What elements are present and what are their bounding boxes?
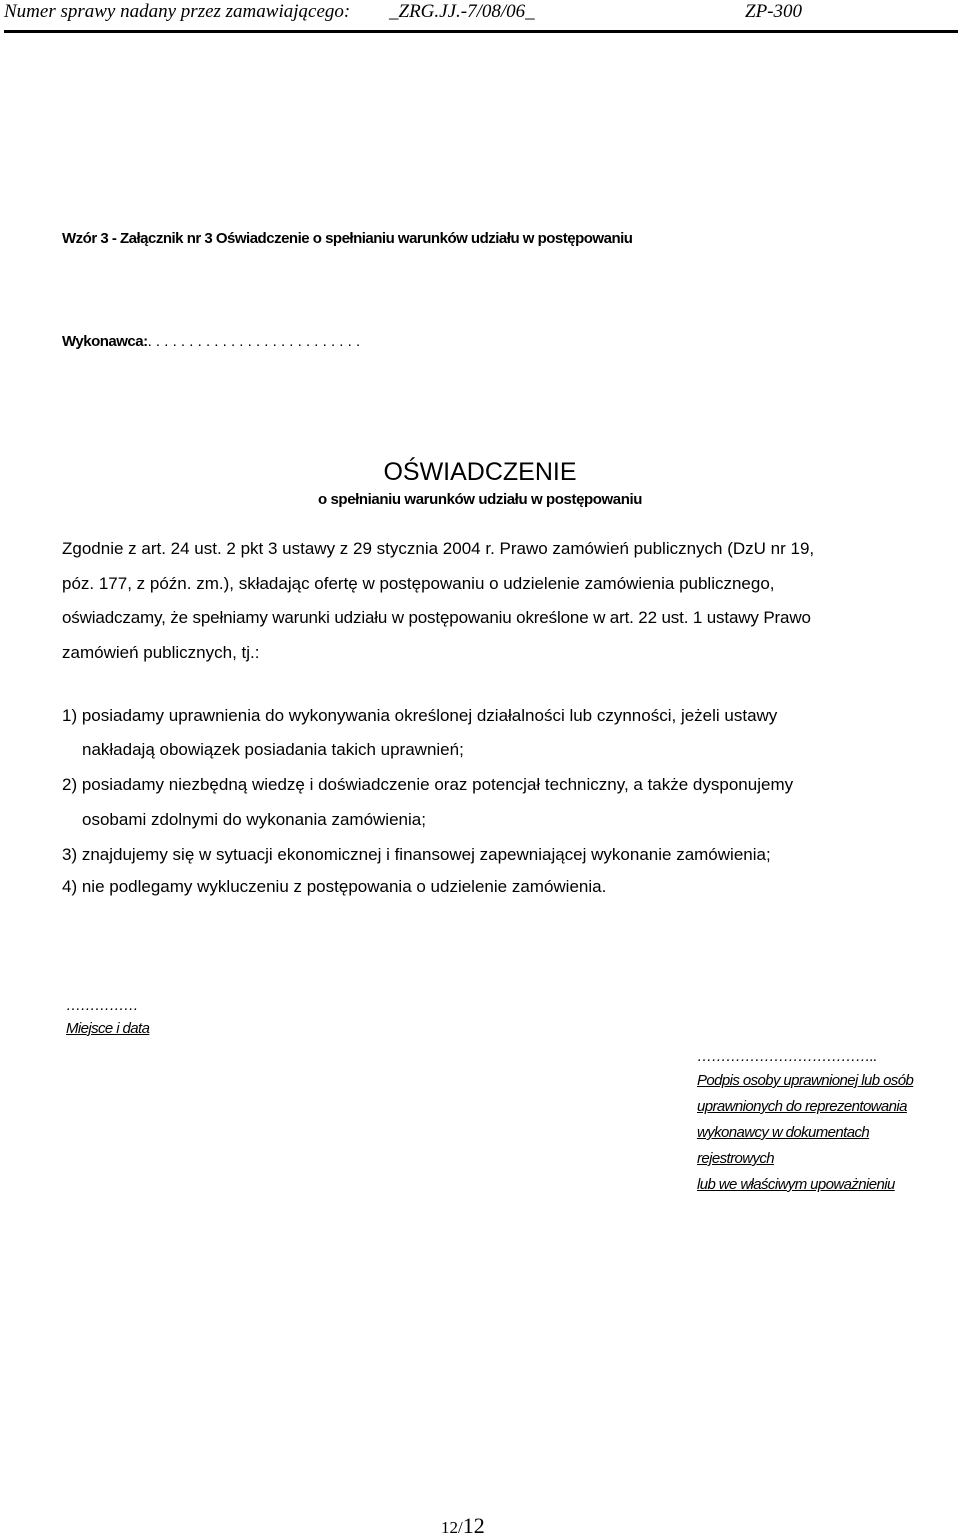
condition-item-4: 4) nie podlegamy wykluczeniu z postępowania o udzielenie zamówienia. xyxy=(62,877,607,896)
signature-label-line: rejestrowych xyxy=(697,1150,774,1167)
signature-dots: ……………………………….. xyxy=(697,1048,877,1065)
signature-label-line: Podpis osoby uprawnionej lub osób xyxy=(697,1072,914,1089)
case-number-label: Numer sprawy nadany przez zamawiającego: xyxy=(4,1,351,22)
page-separator: / xyxy=(458,1518,463,1537)
attachment-title: Wzór 3 - Załącznik nr 3 Oświadczenie o spełnianiu warunków udziału w postępowaniu xyxy=(62,230,633,247)
place-date-label: Miejsce i data xyxy=(66,1020,150,1037)
condition-item-1-cont: nakładają obowiązek posiadania takich uprawnień; xyxy=(82,740,464,759)
intro-line: póz. 177, z późn. zm.), składając ofertę w postępowaniu o udzielenie zamówienia publicznego, xyxy=(62,574,775,593)
total-pages: 12 xyxy=(462,1513,485,1538)
page-number xyxy=(441,1513,485,1539)
header-divider xyxy=(4,30,958,33)
current-page: 12 xyxy=(441,1518,458,1537)
contractor-line xyxy=(62,333,360,350)
case-number-value: _ZRG.JJ.-7/08/06_ xyxy=(389,1,535,22)
signature-label-line: uprawnionych do reprezentowania xyxy=(697,1098,907,1115)
intro-line: zamówień publicznych, tj.: xyxy=(62,643,260,662)
condition-item-2-cont: osobami zdolnymi do wykonania zamówienia; xyxy=(82,810,426,829)
page-header xyxy=(0,0,960,34)
signature-label-line: lub we właściwym upoważnieniu xyxy=(697,1176,895,1193)
place-date-dots: …………… xyxy=(66,997,139,1014)
contractor-label: Wykonawca: xyxy=(62,333,148,350)
document-code: ZP-300 xyxy=(745,1,802,22)
signature-label-line: wykonawcy w dokumentach xyxy=(697,1124,870,1141)
intro-line: Zgodnie z art. 24 ust. 2 pkt 3 ustawy z 29 stycznia 2004 r. Prawo zamówień publicznych (DzU nr 19, xyxy=(62,539,815,558)
condition-item-1: 1) posiadamy uprawnienia do wykonywania określonej działalności lub czynności, jeżeli ustawy xyxy=(62,706,778,725)
declaration-title: OŚWIADCZENIE xyxy=(383,458,577,486)
condition-item-3: 3) znajdujemy się w sytuacji ekonomicznej i finansowej zapewniającej wykonanie zamówienia; xyxy=(62,845,771,864)
contractor-dots: . . . . . . . . . . . . . . . . . . . . . . . . . . xyxy=(147,333,361,350)
declaration-subtitle: o spełnianiu warunków udziału w postępowaniu xyxy=(317,491,643,508)
intro-line: oświadczamy, że spełniamy warunki udziału w postępowaniu określone w art. 22 ust. 1 ustawy Prawo xyxy=(62,608,811,627)
condition-item-2: 2) posiadamy niezbędną wiedzę i doświadczenie oraz potencjał techniczny, a także dysponujemy xyxy=(62,775,794,794)
